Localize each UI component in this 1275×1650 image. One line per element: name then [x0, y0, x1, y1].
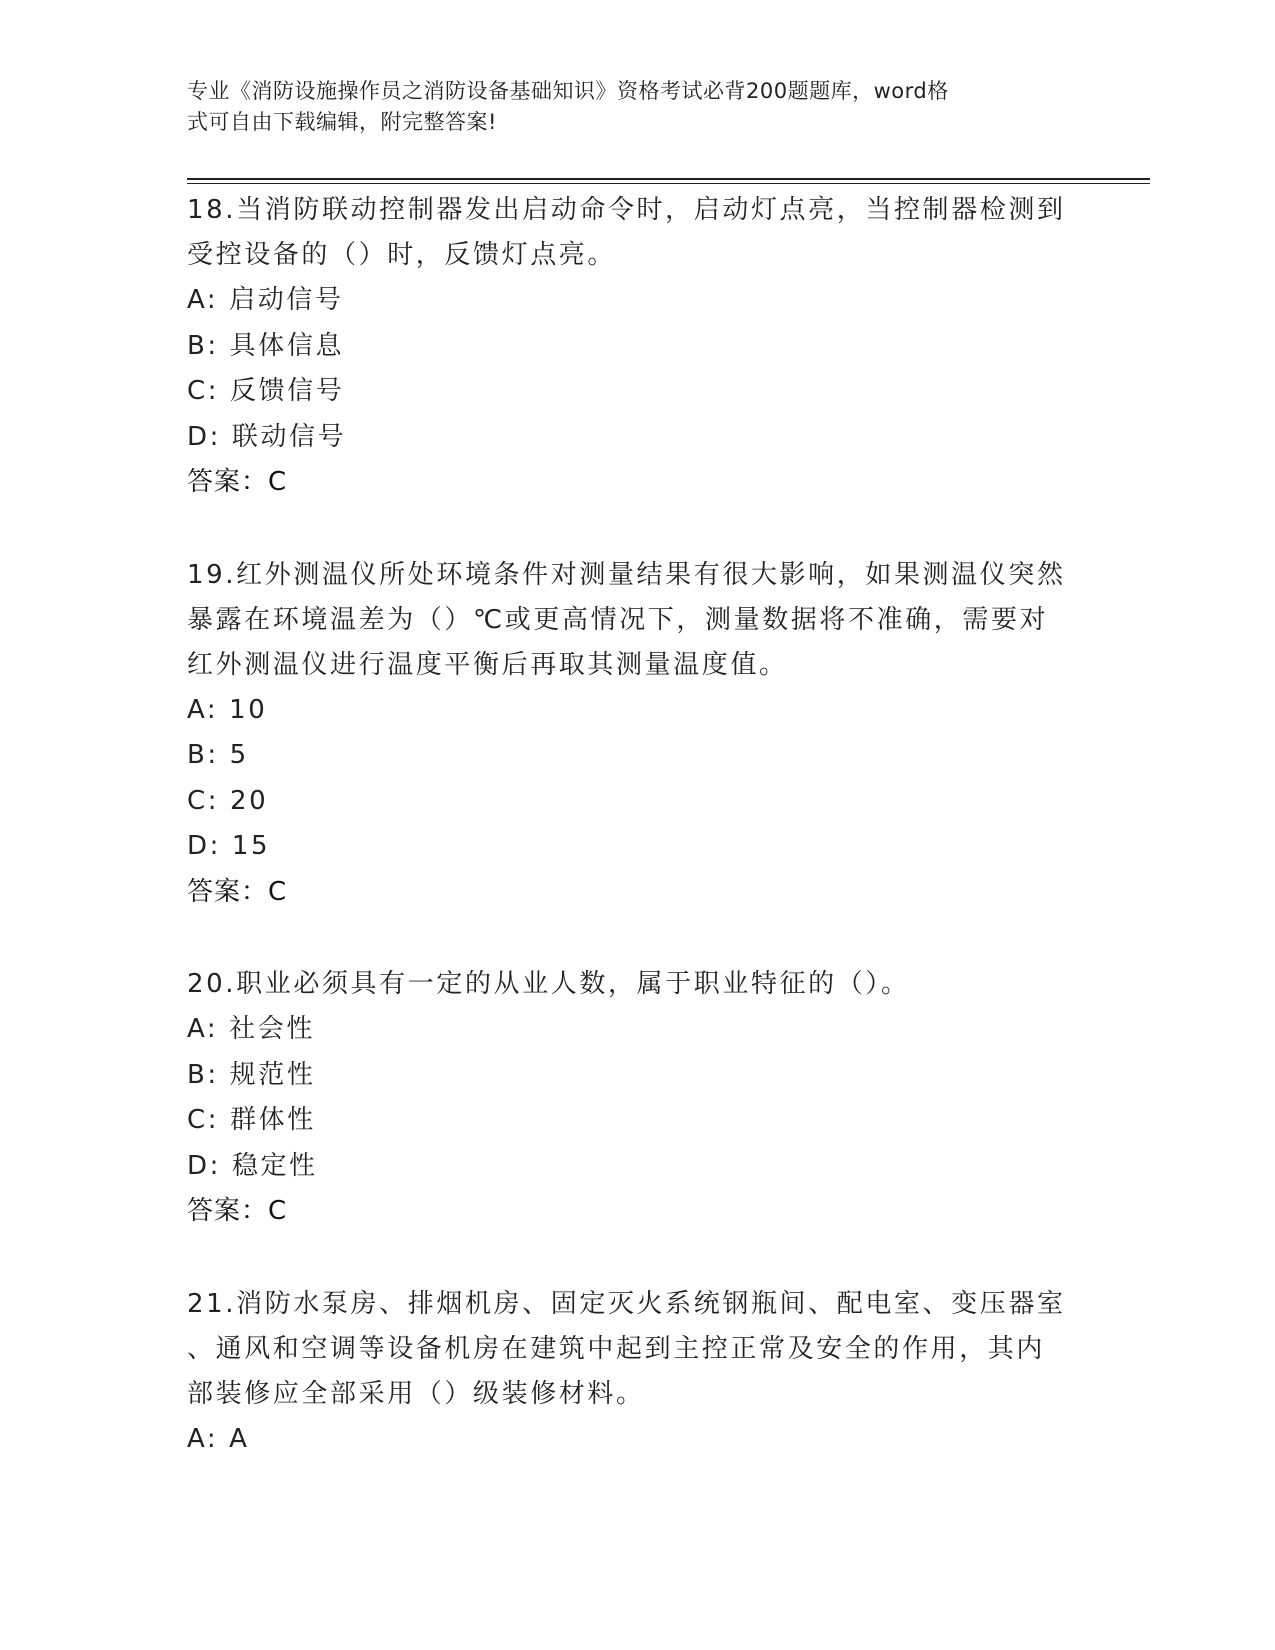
option-d: D: 15	[187, 831, 271, 861]
question-stem-line: 部装修应全部采用（）级装修材料。	[187, 1378, 645, 1409]
question-19	[187, 553, 1087, 916]
option-a: A: 社会性	[187, 1014, 315, 1044]
question-stem-line: 红外测温仪进行温度平衡后再取其测量温度值。	[187, 649, 788, 680]
question-spacer	[187, 915, 1087, 962]
option-d: D: 联动信号	[187, 421, 347, 452]
question-stem-line: 21.消防水泵房、排烟机房、固定灭火系统钢瓶间、配电室、变压器室	[187, 1288, 1066, 1319]
question-list	[187, 188, 1087, 1462]
header-line-2: 式可自由下载编辑，附完整答案!	[187, 110, 497, 134]
option-a: A: A	[187, 1423, 250, 1454]
question-stem-line: 、通风和空调等设备机房在建筑中起到主控正常及安全的作用，其内	[187, 1333, 1046, 1364]
question-20	[187, 962, 1087, 1235]
question-stem-line: 受控设备的（）时，反馈灯点亮。	[187, 240, 617, 270]
option-a: A: 10	[187, 694, 268, 725]
option-c: C: 反馈信号	[187, 376, 345, 406]
option-c: C: 20	[187, 785, 269, 816]
document-header	[187, 76, 1067, 138]
question-stem-line: 20.职业必须具有一定的从业人数，属于职业特征的（）。	[187, 969, 910, 999]
answer-text: 答案：C	[187, 876, 288, 907]
option-b: B: 规范性	[187, 1059, 316, 1090]
header-rule-thin	[187, 183, 1150, 184]
option-c: C: 群体性	[187, 1105, 316, 1135]
question-stem-line: 暴露在环境温差为（）℃或更高情况下，测量数据将不准确，需要对	[187, 604, 1049, 635]
header-line-1: 专业《消防设施操作员之消防设备基础知识》资格考试必背200题题库，word格	[187, 79, 949, 103]
question-spacer	[187, 506, 1087, 553]
option-a: A: 启动信号	[187, 285, 344, 315]
option-b: B: 具体信息	[187, 330, 345, 361]
option-b: B: 5	[187, 740, 249, 770]
question-21	[187, 1282, 1087, 1463]
question-stem-line: 19.红外测温仪所处环境条件对测量结果有很大影响，如果测温仪突然	[187, 559, 1066, 590]
answer-text: 答案：C	[187, 1196, 288, 1226]
question-spacer	[187, 1235, 1087, 1282]
answer-text: 答案：C	[187, 467, 288, 497]
header-rule-thick	[187, 178, 1150, 180]
question-18	[187, 188, 1087, 506]
question-stem-line: 18.当消防联动控制器发出启动命令时，启动灯点亮，当控制器检测到	[187, 195, 1066, 225]
option-d: D: 稳定性	[187, 1150, 318, 1181]
